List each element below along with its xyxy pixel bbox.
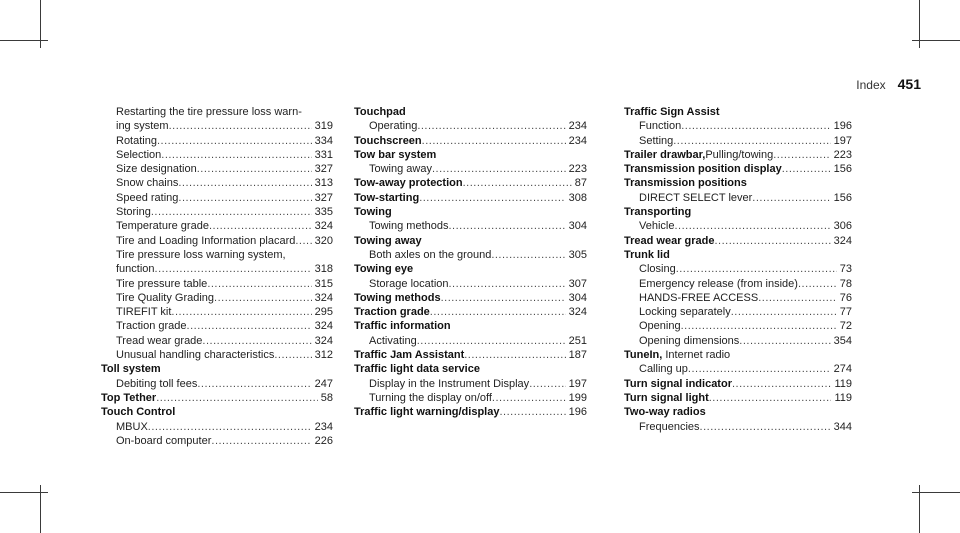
- page-reference: 324: [314, 220, 333, 233]
- dot-leader: [417, 119, 565, 133]
- index-subentry: [354, 219, 587, 233]
- page-reference: 331: [314, 148, 333, 161]
- index-heading: [624, 176, 852, 190]
- index-subentry: [101, 119, 333, 133]
- index-heading: [624, 391, 852, 405]
- page-reference: 306: [833, 220, 852, 233]
- entry-text: Pulling/towing: [705, 148, 774, 161]
- index-subentry: [101, 148, 333, 162]
- index-subentry: [101, 262, 333, 276]
- heading-text: Traffic Sign Assist: [624, 106, 720, 118]
- dot-leader: [157, 134, 312, 148]
- page-reference: 197: [568, 377, 587, 390]
- index-subentry: [101, 234, 333, 248]
- entry-text: Size designation: [116, 163, 197, 176]
- dot-leader: [187, 319, 312, 333]
- index-subentry: [624, 119, 852, 133]
- entry-text: HANDS-FREE ACCESS: [639, 291, 759, 304]
- dot-leader: [151, 205, 312, 219]
- dot-leader: [432, 162, 566, 176]
- entry-text: Selection: [116, 148, 162, 161]
- page-reference: 295: [314, 306, 333, 319]
- dot-leader: [463, 176, 572, 190]
- heading-text: Towing methods: [354, 291, 441, 304]
- entry-text: Storing: [116, 206, 151, 219]
- index-subentry: [101, 248, 333, 262]
- entry-text: Locking separately: [639, 306, 731, 319]
- entry-text: On-board computer: [116, 434, 212, 447]
- dot-leader: [169, 119, 312, 133]
- dot-leader: [688, 362, 831, 376]
- entry-text: Internet radio: [662, 349, 731, 362]
- dot-leader: [798, 277, 837, 291]
- index-heading: [624, 405, 852, 419]
- dot-leader: [681, 119, 830, 133]
- index-subentry: [624, 334, 852, 348]
- page-reference: 72: [839, 320, 852, 333]
- heading-text: Towing: [354, 206, 392, 219]
- dot-leader: [674, 219, 830, 233]
- dot-leader: [676, 262, 837, 276]
- page-reference: 77: [839, 306, 852, 319]
- page-reference: 305: [568, 248, 587, 261]
- page-reference: 334: [314, 134, 333, 147]
- entry-text: ing system: [116, 120, 169, 133]
- heading-text: Touchscreen: [354, 134, 422, 147]
- page-reference: 234: [568, 134, 587, 147]
- dot-leader: [178, 191, 311, 205]
- heading-text: Tow bar system: [354, 148, 437, 161]
- dot-leader: [449, 219, 566, 233]
- dot-leader: [207, 277, 311, 291]
- page-reference: 313: [314, 177, 333, 190]
- index-heading: [354, 134, 587, 148]
- page-reference: 320: [314, 234, 333, 247]
- index-subentry: [101, 205, 333, 219]
- page-reference: 308: [568, 191, 587, 204]
- page-reference: 197: [833, 134, 852, 147]
- entry-text: Tire pressure loss warning system,: [116, 248, 286, 261]
- heading-text: TuneIn,: [624, 349, 663, 362]
- heading-text: Toll system: [101, 363, 161, 376]
- entry-text: Temperature grade: [116, 220, 209, 233]
- crop-mark: [0, 492, 48, 493]
- dot-leader: [731, 305, 837, 319]
- entry-text: Snow chains: [116, 177, 179, 190]
- entry-text: Frequencies: [639, 420, 700, 433]
- page-reference: 78: [839, 277, 852, 290]
- dot-leader: [732, 377, 831, 391]
- page-reference: 315: [314, 277, 333, 290]
- page-reference: 319: [314, 120, 333, 133]
- index-subentry: [624, 262, 852, 276]
- index-subentry: [624, 219, 852, 233]
- index-subentry: [354, 334, 587, 348]
- index-heading: [354, 191, 587, 205]
- crop-mark: [912, 492, 960, 493]
- page-reference: 234: [314, 420, 333, 433]
- entry-text: Turning the display on/off: [369, 391, 492, 404]
- index-heading: [354, 205, 587, 219]
- index-heading: [101, 391, 333, 405]
- page-reference: 226: [314, 434, 333, 447]
- page-reference: 187: [568, 349, 587, 362]
- index-heading: [624, 248, 852, 262]
- heading-text: Towing away: [354, 234, 422, 247]
- index-subentry: [354, 162, 587, 176]
- entry-text: Traction grade: [116, 320, 187, 333]
- index-subentry: [101, 319, 333, 333]
- entry-text: Speed rating: [116, 191, 179, 204]
- index-heading: [354, 348, 587, 362]
- dot-leader: [197, 162, 312, 176]
- heading-text: Trailer drawbar,: [624, 148, 706, 161]
- page-reference: 156: [833, 163, 852, 176]
- dot-leader: [419, 191, 565, 205]
- heading-text: Trunk lid: [624, 248, 670, 261]
- heading-text: Towing eye: [354, 263, 414, 276]
- dot-leader: [464, 348, 565, 362]
- dot-leader: [156, 391, 318, 405]
- dot-leader: [773, 148, 830, 162]
- entry-text: Unusual handling characteristics: [116, 349, 275, 362]
- heading-text: Tow-starting: [354, 191, 420, 204]
- index-subentry: [101, 420, 333, 434]
- index-heading: [624, 105, 852, 119]
- index-heading: [354, 148, 587, 162]
- index-subentry: [101, 334, 333, 348]
- heading-text: Top Tether: [101, 391, 157, 404]
- dot-leader: [202, 334, 311, 348]
- index-subentry: [624, 305, 852, 319]
- page-reference: 87: [574, 177, 587, 190]
- page-reference: 318: [314, 263, 333, 276]
- section-title: Index: [856, 78, 886, 92]
- entry-text: Closing: [639, 263, 676, 276]
- entry-text: Tire pressure table: [116, 277, 208, 290]
- dot-leader: [681, 319, 837, 333]
- dot-leader: [758, 291, 837, 305]
- heading-text: Tread wear grade: [624, 234, 715, 247]
- entry-text: MBUX: [116, 420, 148, 433]
- heading-text: Transmission positions: [624, 177, 747, 190]
- page-reference: 247: [314, 377, 333, 390]
- entry-text: Operating: [369, 120, 418, 133]
- entry-text: Tire and Loading Information placard: [116, 234, 296, 247]
- dot-leader: [782, 162, 831, 176]
- page-reference: 324: [314, 291, 333, 304]
- dot-leader: [709, 391, 832, 405]
- heading-text: Traffic information: [354, 320, 451, 333]
- page-reference: 274: [833, 363, 852, 376]
- page-reference: 196: [568, 406, 587, 419]
- dot-leader: [197, 377, 311, 391]
- entry-text: Opening: [639, 320, 681, 333]
- entry-text: Tire Quality Grading: [116, 291, 215, 304]
- dot-leader: [499, 405, 565, 419]
- index-subentry: [624, 134, 852, 148]
- entry-text: TIREFIT kit: [116, 306, 172, 319]
- index-subentry: [354, 377, 587, 391]
- index-heading: [354, 405, 587, 419]
- dot-leader: [171, 305, 311, 319]
- page-number: 451: [897, 76, 921, 92]
- index-column-1: [101, 105, 333, 448]
- entry-text: Storage location: [369, 277, 449, 290]
- dot-leader: [430, 305, 566, 319]
- index-heading: [624, 148, 852, 162]
- page-reference: 119: [834, 377, 852, 390]
- dot-leader: [161, 148, 311, 162]
- index-subentry: [101, 162, 333, 176]
- index-subentry: [624, 420, 852, 434]
- page-reference: 335: [314, 206, 333, 219]
- index-subentry: [101, 348, 333, 362]
- page-reference: 324: [568, 306, 587, 319]
- dot-leader: [449, 277, 566, 291]
- page-header: [856, 76, 921, 92]
- index-subentry: [101, 291, 333, 305]
- dot-leader: [178, 176, 311, 190]
- entry-text: function: [116, 263, 155, 276]
- dot-leader: [491, 248, 565, 262]
- heading-text: Traffic Jam Assistant: [354, 349, 465, 362]
- page-reference: 324: [314, 320, 333, 333]
- index-heading: [354, 362, 587, 376]
- page-reference: 307: [568, 277, 587, 290]
- index-subentry: [624, 291, 852, 305]
- index-subentry: [101, 277, 333, 291]
- page-reference: 354: [833, 334, 852, 347]
- index-heading: [354, 319, 587, 333]
- entry-text: Display in the Instrument Display: [369, 377, 530, 390]
- index-column-2: [354, 105, 587, 420]
- index-subentry: [354, 277, 587, 291]
- index-heading: [624, 377, 852, 391]
- dot-leader: [214, 291, 312, 305]
- entry-text: Towing methods: [369, 220, 449, 233]
- index-heading: [354, 234, 587, 248]
- page-reference: 73: [839, 263, 852, 276]
- heading-text: Transmission position display: [624, 163, 782, 176]
- dot-leader: [274, 348, 311, 362]
- entry-text: Debiting toll fees: [116, 377, 198, 390]
- dot-leader: [295, 234, 311, 248]
- heading-text: Transporting: [624, 206, 692, 219]
- page-reference: 196: [833, 120, 852, 133]
- index-subentry: [624, 319, 852, 333]
- index-heading: [624, 348, 852, 362]
- heading-text: Traction grade: [354, 306, 430, 319]
- index-subentry: [101, 305, 333, 319]
- entry-text: Towing away: [369, 163, 432, 176]
- heading-text: Tow-away protection: [354, 177, 463, 190]
- page-reference: 327: [314, 191, 333, 204]
- index-subentry: [354, 119, 587, 133]
- page-reference: 312: [314, 349, 333, 362]
- index-heading: [101, 405, 333, 419]
- dot-leader: [211, 434, 311, 448]
- heading-text: Touch Control: [101, 406, 176, 419]
- dot-leader: [700, 420, 831, 434]
- page-reference: 234: [568, 120, 587, 133]
- entry-text: Activating: [369, 334, 417, 347]
- entry-text: Emergency release (from inside): [639, 277, 798, 290]
- index-heading: [354, 291, 587, 305]
- dot-leader: [417, 334, 566, 348]
- index-subentry: [624, 191, 852, 205]
- index-subentry: [101, 377, 333, 391]
- dot-leader: [752, 191, 830, 205]
- page-reference: 156: [833, 191, 852, 204]
- index-subentry: [354, 248, 587, 262]
- page-reference: 324: [833, 234, 852, 247]
- entry-text: Setting: [639, 134, 674, 147]
- page-reference: 58: [320, 391, 333, 404]
- dot-leader: [739, 334, 830, 348]
- index-heading: [101, 362, 333, 376]
- index-subentry: [101, 219, 333, 233]
- index-subentry: [354, 391, 587, 405]
- index-heading: [354, 176, 587, 190]
- heading-text: Traffic light warning/display: [354, 406, 500, 419]
- index-subentry: [101, 134, 333, 148]
- heading-text: Two-way radios: [624, 406, 706, 419]
- index-subentry: [624, 277, 852, 291]
- dot-leader: [673, 134, 830, 148]
- index-column-3: [624, 105, 852, 434]
- dot-leader: [422, 134, 566, 148]
- index-subentry: [101, 105, 333, 119]
- heading-text: Traffic light data service: [354, 363, 480, 376]
- dot-leader: [529, 377, 565, 391]
- dot-leader: [155, 262, 312, 276]
- entry-text: DIRECT SELECT lever: [639, 191, 753, 204]
- page-reference: 76: [839, 291, 852, 304]
- crop-mark: [0, 40, 48, 41]
- page-reference: 327: [314, 163, 333, 176]
- entry-text: Calling up: [639, 363, 688, 376]
- heading-text: Turn signal light: [624, 391, 709, 404]
- index-heading: [354, 262, 587, 276]
- index-subentry: [101, 434, 333, 448]
- heading-text: Touchpad: [354, 106, 406, 118]
- page-reference: 223: [568, 163, 587, 176]
- heading-text: Turn signal indicator: [624, 377, 732, 390]
- entry-text: Function: [639, 120, 682, 133]
- index-heading: [624, 205, 852, 219]
- dot-leader: [715, 234, 831, 248]
- index-heading: [624, 162, 852, 176]
- dot-leader: [209, 219, 312, 233]
- entry-text: Vehicle: [639, 220, 675, 233]
- entry-text: Rotating: [116, 134, 157, 147]
- page-reference: 223: [833, 148, 852, 161]
- dot-leader: [441, 291, 566, 305]
- index-heading: [354, 305, 587, 319]
- index-subentry: [101, 191, 333, 205]
- index-subentry: [101, 176, 333, 190]
- page-reference: 119: [834, 391, 852, 404]
- index-heading: [354, 105, 587, 119]
- page-reference: 199: [568, 391, 587, 404]
- entry-text: Both axles on the ground: [369, 248, 492, 261]
- dot-leader: [492, 391, 566, 405]
- entry-text: Restarting the tire pressure loss warn-: [116, 106, 302, 118]
- page-reference: 324: [314, 334, 333, 347]
- page-reference: 344: [833, 420, 852, 433]
- page-reference: 304: [568, 220, 587, 233]
- entry-text: Opening dimensions: [639, 334, 740, 347]
- page-reference: 304: [568, 291, 587, 304]
- index-heading: [624, 234, 852, 248]
- dot-leader: [148, 420, 312, 434]
- index-subentry: [624, 362, 852, 376]
- entry-text: Tread wear grade: [116, 334, 203, 347]
- page-reference: 251: [568, 334, 587, 347]
- crop-mark: [912, 40, 960, 41]
